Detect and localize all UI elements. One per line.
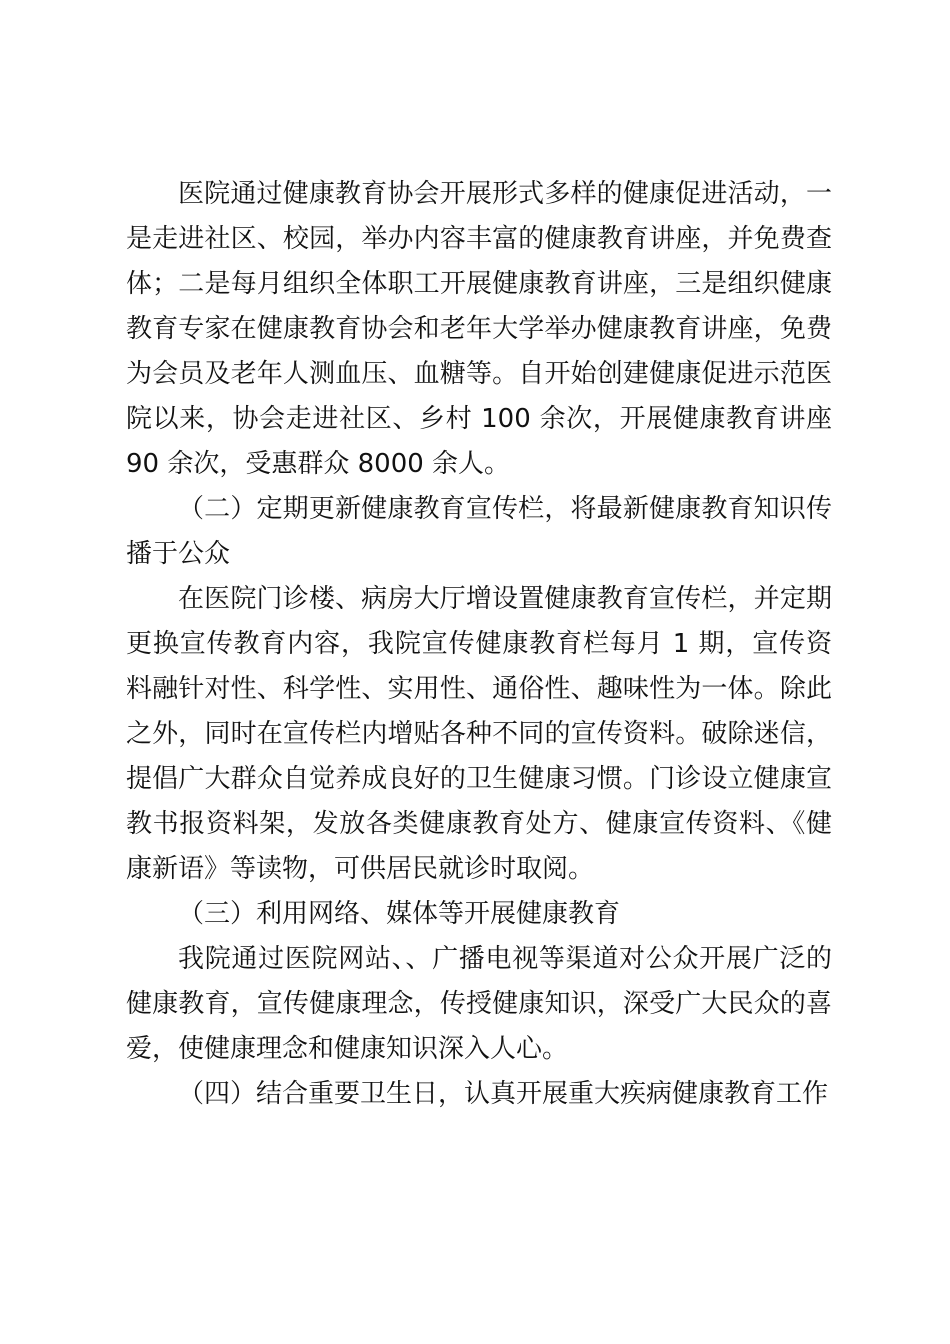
- paragraph-bulletin-board: 在医院门诊楼、病房大厅增设置健康教育宣传栏，并定期更换宣传教育内容，我院宣传健康教育栏每月 1 期，宣传资料融针对性、科学性、实用性、通俗性、趣味性为一体。除此之外，同时在宣传栏内增贴各种不同的宣传资料。破除迷信，提倡广大群众自觉养成良好的卫生健康习惯。门诊设立健康宣教书报资料架，发放各类健康教育处方、健康宣传资料、《健康新语》等读物，可供居民就诊时取阅。: [126, 584, 832, 884]
- section-heading-health-days: （四）结合重要卫生日，认真开展重大疾病健康教育工作: [178, 1079, 829, 1109]
- paragraph-network-media: 我院通过医院网站、、广播电视等渠道对公众开展广泛的健康教育，宣传健康理念，传授健康知识，深受广大民众的喜爱，使健康理念和健康知识深入人心。: [126, 944, 832, 1064]
- paragraph-health-promotion-activities: 医院通过健康教育协会开展形式多样的健康促进活动，一是走进社区、校园，举办内容丰富的健康教育讲座，并免费查体；二是每月组织全体职工开展健康教育讲座，三是组织健康教育专家在健康教育协会和老年大学举办健康教育讲座，免费为会员及老年人测血压、血糖等。自开始创建健康促进示范医院以来，协会走进社区、乡村 100 余次，开展健康教育讲座 90 余次，受惠群众 8000 余人。: [126, 179, 832, 479]
- section-heading-bulletin-board: （二）定期更新健康教育宣传栏，将最新健康教育知识传播于公众: [126, 494, 832, 569]
- document-body: [126, 172, 832, 1117]
- section-heading-network-media: （三）利用网络、媒体等开展健康教育: [178, 899, 621, 929]
